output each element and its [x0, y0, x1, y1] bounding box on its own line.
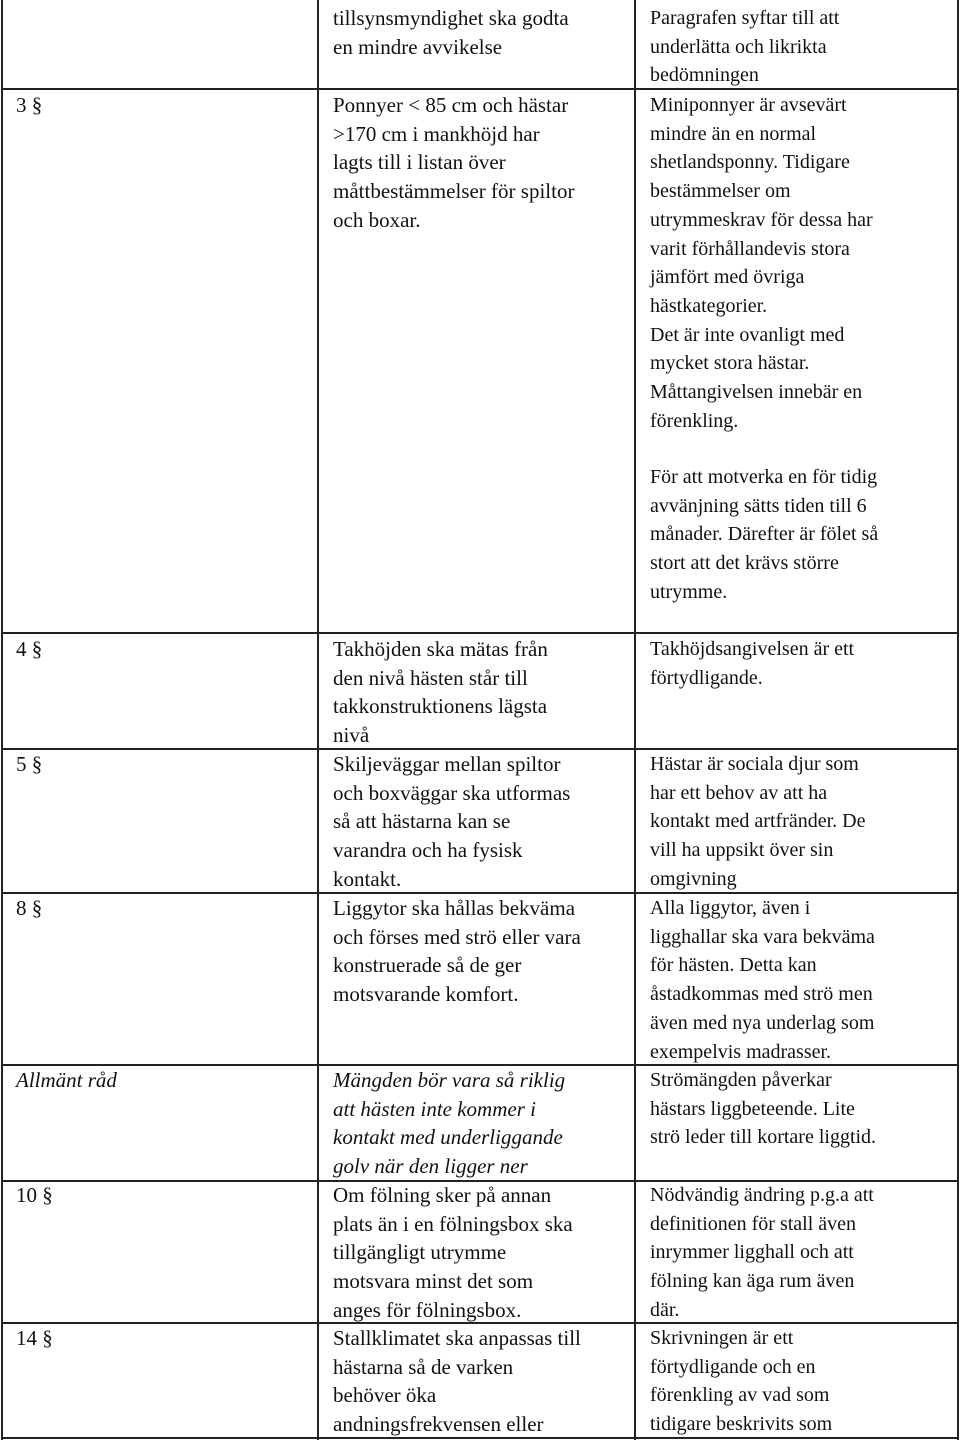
table-cell-comment: Skrivningen är ett förtydligande och en förenkling av vad som tidigare beskrivits som [650, 1327, 833, 1436]
row-divider [1, 632, 959, 634]
table-cell-provision: Stallklimatet ska anpassas till hästarna så de varken behöver öka andningsfrekvensen eller [333, 1326, 581, 1437]
table-cell-provision: Om fölning sker på annan plats än i en fölningsbox ska tillgängligt utrymme motsvara minst det som anges för fölningsbox. [333, 1183, 573, 1322]
table-cell-comment: Alla liggytor, även i ligghallar ska vara bekväma för hästen. Detta kan åstadkommas med strö men även med nya underlag som exempelvis madrasser. [650, 897, 875, 1063]
table-cell-paragraph: 5 § [16, 752, 43, 776]
table-cell-comment: Nödvändig ändring p.g.a att definitionen för stall även inrymmer ligghall och att fölning kan äga rum även där. [650, 1184, 874, 1321]
table-cell-paragraph: 8 § [16, 896, 43, 920]
table-cell-comment-continued: För att motverka en för tidig avvänjning sätts tiden till 6 månader. Därefter är fölet så stort att det krävs större utrymme. [650, 466, 879, 603]
table-cell-comment: Strömängden påverkar hästars liggbeteende. Lite strö leder till kortare liggtid. [650, 1069, 877, 1149]
table-cell-paragraph: 3 § [16, 93, 43, 117]
column-divider-2 [634, 0, 636, 1440]
table-cell-comment: Paragrafen syftar till att underlätta och likrikta bedömningen [650, 7, 840, 87]
table-cell-comment: Takhöjdsangivelsen är ett förtydligande. [650, 638, 855, 689]
column-divider-1 [317, 0, 319, 1440]
table-cell-provision: Mängden bör vara så riklig att hästen inte kommer i kontakt med underliggande golv när den ligger ner [333, 1068, 566, 1179]
table-cell-comment: Miniponnyer är avsevärt mindre än en normal shetlandsponny. Tidigare bestämmelser om utrymmeskrav för dessa har varit förhållandevis stora jämfört med övriga hästkategorier. Det är inte ovanligt med mycket stora hästar. Måttangivelsen innebär en förenkling. [650, 94, 873, 432]
table-cell-paragraph: 14 § [16, 1326, 53, 1350]
table-cell-paragraph: Allmänt råd [16, 1068, 117, 1092]
table-cell-comment: Hästar är sociala djur som har ett behov av att ha kontakt med artfränder. De vill ha uppsikt över sin omgivning [650, 753, 866, 890]
table-cell-provision: Liggytor ska hållas bekväma och förses med strö eller vara konstruerade så de ger motsvarande komfort. [333, 896, 581, 1007]
table-cell-paragraph: 10 § [16, 1183, 53, 1207]
table-cell-provision: Takhöjden ska mätas från den nivå hästen står till takkonstruktionens lägsta nivå [333, 637, 548, 748]
table-cell-provision: Skiljeväggar mellan spiltor och boxväggar ska utformas så att hästarna kan se varandra och ha fysisk kontakt. [333, 752, 571, 891]
table-border-right [957, 0, 959, 1440]
table-cell-paragraph: 4 § [16, 637, 43, 661]
table-border-left [1, 0, 3, 1440]
table-cell-provision: Ponnyer < 85 cm och hästar >170 cm i mankhöjd har lagts till i listan över måttbestämmelser för spiltor och boxar. [333, 93, 575, 232]
table-cell-provision: tillsynsmyndighet ska godta en mindre avvikelse [333, 6, 569, 59]
